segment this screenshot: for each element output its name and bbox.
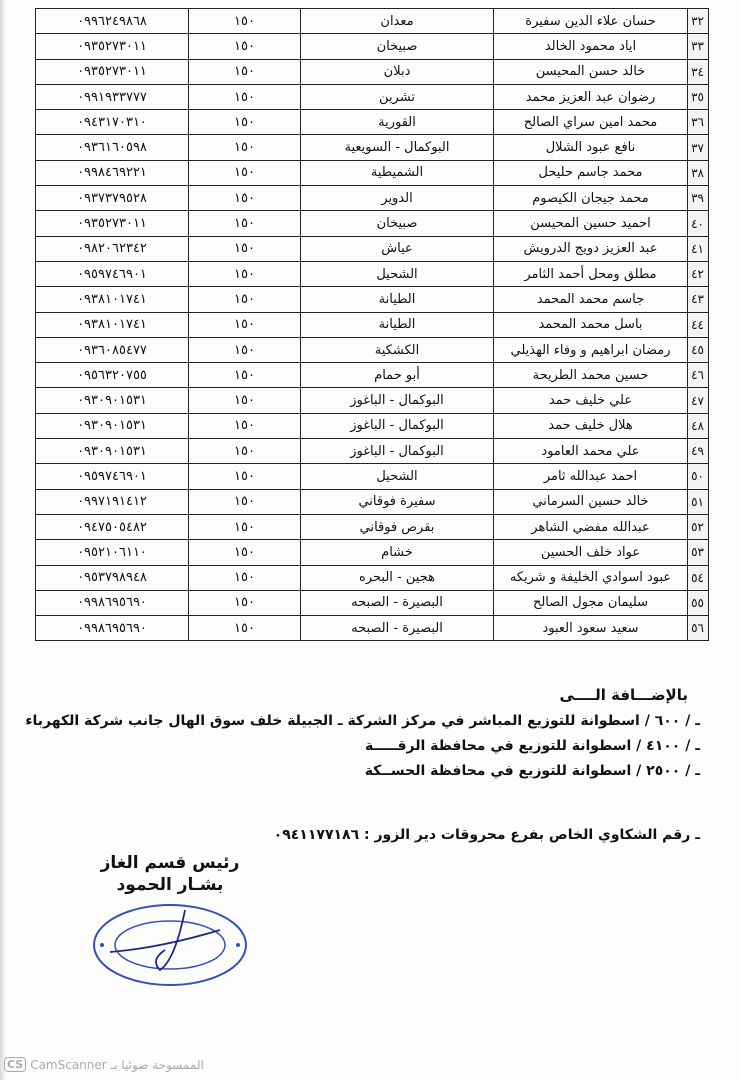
table-row xyxy=(36,388,709,413)
table-row xyxy=(36,110,709,135)
note-item: ـ / ٦٠٠ / اسطوانة للتوزيع المباشر في مركز الشركة ـ الجبيلة خلف سوق الهال جانب شركة الكهرباء xyxy=(25,713,700,729)
row-number: ٤٠ xyxy=(688,211,709,236)
quantity-cell: ١٥٠ xyxy=(189,439,301,464)
row-number: ٤١ xyxy=(688,236,709,261)
phone-cell: ٠٩٤٣١٧٠٣١٠ xyxy=(36,110,189,135)
row-number: ٤٣ xyxy=(688,287,709,312)
phone-cell: ٠٩٣٠٩٠١٥٣١ xyxy=(36,388,189,413)
name-cell: باسل محمد المحمد xyxy=(494,312,688,337)
location-cell: الدوير xyxy=(301,186,494,211)
table-row xyxy=(36,616,709,641)
phone-cell: ٠٩٥٣٧٩٨٩٤٨ xyxy=(36,565,189,590)
quantity-cell: ١٥٠ xyxy=(189,540,301,565)
location-cell: خشام xyxy=(301,540,494,565)
quantity-cell: ١٥٠ xyxy=(189,337,301,362)
phone-cell: ٠٩٣٨١٠١٧٤١ xyxy=(36,312,189,337)
quantity-cell: ١٥٠ xyxy=(189,489,301,514)
row-number: ٣٣ xyxy=(688,34,709,59)
table-row xyxy=(36,211,709,236)
name-cell: نافع عبود الشلال xyxy=(494,135,688,160)
quantity-cell: ١٥٠ xyxy=(189,9,301,34)
name-cell: خالد حسن المحيسن xyxy=(494,59,688,84)
row-number: ٣٨ xyxy=(688,160,709,185)
quantity-cell: ١٥٠ xyxy=(189,363,301,388)
location-cell: صبيخان xyxy=(301,211,494,236)
phone-cell: ٠٩٨٢٠٦٢٣٤٢ xyxy=(36,236,189,261)
quantity-cell: ١٥٠ xyxy=(189,514,301,539)
phone-cell: ٠٩٥٩٧٤٦٩٠١ xyxy=(36,261,189,286)
name-cell: عواد خلف الحسين xyxy=(494,540,688,565)
name-cell: حسين محمد الطريحة xyxy=(494,363,688,388)
location-cell: الطيانة xyxy=(301,287,494,312)
name-cell: سليمان مجول الصالح xyxy=(494,590,688,615)
phone-cell: ٠٩٣٦١٦٠٥٩٨ xyxy=(36,135,189,160)
name-cell: رضوان عبد العزيز محمد xyxy=(494,84,688,109)
notes-section xyxy=(20,686,700,852)
table-row xyxy=(36,413,709,438)
location-cell: سفيرة فوقاني xyxy=(301,489,494,514)
quantity-cell: ١٥٠ xyxy=(189,388,301,413)
location-cell: الكشكية xyxy=(301,337,494,362)
row-number: ٥٦ xyxy=(688,616,709,641)
name-cell: جاسم محمد المحمد xyxy=(494,287,688,312)
phone-cell: ٠٩٣٦٠٨٥٤٧٧ xyxy=(36,337,189,362)
location-cell: بقرص فوقاني xyxy=(301,514,494,539)
location-cell: البصيرة - الصبحه xyxy=(301,590,494,615)
table-row xyxy=(36,464,709,489)
row-number: ٥٣ xyxy=(688,540,709,565)
complaints-line: ـ رقم الشكاوي الخاص بفرع محروقات دير الزور : ٠٩٤١١٧٧١٨٦ xyxy=(273,827,700,843)
phone-cell: ٠٩٩٧١٩١٤١٢ xyxy=(36,489,189,514)
phone-cell: ٠٩٩٨٤٦٩٢٢١ xyxy=(36,160,189,185)
phone-cell: ٠٩٣٥٢٧٣٠١١ xyxy=(36,59,189,84)
quantity-cell: ١٥٠ xyxy=(189,59,301,84)
row-number: ٤٩ xyxy=(688,439,709,464)
row-number: ٤٦ xyxy=(688,363,709,388)
quantity-cell: ١٥٠ xyxy=(189,590,301,615)
table-row xyxy=(36,489,709,514)
quantity-cell: ١٥٠ xyxy=(189,464,301,489)
table-row xyxy=(36,135,709,160)
row-number: ٣٩ xyxy=(688,186,709,211)
table-row xyxy=(36,439,709,464)
phone-cell: ٠٩٩٨٦٩٥٦٩٠ xyxy=(36,590,189,615)
table-row xyxy=(36,34,709,59)
table-row xyxy=(36,84,709,109)
location-cell: أبو حمام xyxy=(301,363,494,388)
quantity-cell: ١٥٠ xyxy=(189,261,301,286)
quantity-cell: ١٥٠ xyxy=(189,616,301,641)
quantity-cell: ١٥٠ xyxy=(189,236,301,261)
signer-title: رئيس قسم الغاز xyxy=(100,853,240,873)
location-cell: صبيخان xyxy=(301,34,494,59)
distribution-table xyxy=(35,8,709,641)
location-cell: البوكمال - الباغوز xyxy=(301,413,494,438)
quantity-cell: ١٥٠ xyxy=(189,135,301,160)
row-number: ٤٥ xyxy=(688,337,709,362)
location-cell: البصيرة - الصبحه xyxy=(301,616,494,641)
phone-cell: ٠٩٩٨٦٩٥٦٩٠ xyxy=(36,616,189,641)
name-cell: سعيد سعود العبود xyxy=(494,616,688,641)
official-stamp-icon xyxy=(90,900,250,990)
page-edge-shadow xyxy=(0,0,6,1080)
name-cell: رمضان ابراهيم و وفاء الهذيلي xyxy=(494,337,688,362)
location-cell: الشحيل xyxy=(301,261,494,286)
name-cell: احمد عبدالله ثامر xyxy=(494,464,688,489)
name-cell: احميد حسين المحيسن xyxy=(494,211,688,236)
row-number: ٣٤ xyxy=(688,59,709,84)
quantity-cell: ١٥٠ xyxy=(189,287,301,312)
row-number: ٤٧ xyxy=(688,388,709,413)
table-row xyxy=(36,312,709,337)
name-cell: حسان علاء الدين سفيرة xyxy=(494,9,688,34)
table-row xyxy=(36,160,709,185)
table-row xyxy=(36,363,709,388)
location-cell: البوكمال - الباغوز xyxy=(301,439,494,464)
camscanner-logo: CS xyxy=(4,1057,26,1072)
name-cell: عبود اسوادي الخليفة و شريكه xyxy=(494,565,688,590)
location-cell: الطيانة xyxy=(301,312,494,337)
row-number: ٥٤ xyxy=(688,565,709,590)
location-cell: عياش xyxy=(301,236,494,261)
table-row xyxy=(36,59,709,84)
note-item: ـ / ٤١٠٠ / اسطوانة للتوزيع في محافظة الرقـــــة xyxy=(364,738,700,754)
quantity-cell: ١٥٠ xyxy=(189,565,301,590)
phone-cell: ٠٩٣٠٩٠١٥٣١ xyxy=(36,439,189,464)
table-row xyxy=(36,514,709,539)
location-cell: الشميطية xyxy=(301,160,494,185)
note-item: ـ / ٢٥٠٠ / اسطوانة للتوزيع في محافظة الحســكة xyxy=(364,763,700,779)
table-row xyxy=(36,590,709,615)
table-row xyxy=(36,186,709,211)
row-number: ٤٢ xyxy=(688,261,709,286)
signature-block xyxy=(100,852,240,896)
phone-cell: ٠٩٥٢١٠٦١١٠ xyxy=(36,540,189,565)
phone-cell: ٠٩٥٦٣٢٠٧٥٥ xyxy=(36,363,189,388)
quantity-cell: ١٥٠ xyxy=(189,34,301,59)
phone-cell: ٠٩٣٨١٠١٧٤١ xyxy=(36,287,189,312)
name-cell: مطلق ومحل أحمد الثامر xyxy=(494,261,688,286)
table-row xyxy=(36,565,709,590)
quantity-cell: ١٥٠ xyxy=(189,160,301,185)
location-cell: هجين - البحره xyxy=(301,565,494,590)
row-number: ٣٢ xyxy=(688,9,709,34)
phone-cell: ٠٩٤٧٥٠٥٤٨٢ xyxy=(36,514,189,539)
location-cell: البوكمال - السويعية xyxy=(301,135,494,160)
quantity-cell: ١٥٠ xyxy=(189,413,301,438)
location-cell: دبلان xyxy=(301,59,494,84)
quantity-cell: ١٥٠ xyxy=(189,186,301,211)
row-number: ٤٤ xyxy=(688,312,709,337)
location-cell: البوكمال - الباغوز xyxy=(301,388,494,413)
phone-cell: ٠٩٣٥٢٧٣٠١١ xyxy=(36,34,189,59)
name-cell: علي محمد العامود xyxy=(494,439,688,464)
location-cell: الشحيل xyxy=(301,464,494,489)
row-number: ٤٨ xyxy=(688,413,709,438)
name-cell: خالد حسين السرماني xyxy=(494,489,688,514)
table-row xyxy=(36,337,709,362)
row-number: ٥٥ xyxy=(688,590,709,615)
phone-cell: ٠٩٥٩٧٤٦٩٠١ xyxy=(36,464,189,489)
table-row xyxy=(36,540,709,565)
row-number: ٥٢ xyxy=(688,514,709,539)
name-cell: اياد محمود الخالد xyxy=(494,34,688,59)
location-cell: تشرين xyxy=(301,84,494,109)
row-number: ٣٧ xyxy=(688,135,709,160)
row-number: ٥٠ xyxy=(688,464,709,489)
row-number: ٣٦ xyxy=(688,110,709,135)
table-row xyxy=(36,236,709,261)
location-cell: القورية xyxy=(301,110,494,135)
phone-cell: ٠٩٩١٩٣٣٧٧٧ xyxy=(36,84,189,109)
notes-heading: بالإضـــافة الــــى xyxy=(559,686,688,704)
table-row xyxy=(36,287,709,312)
table-row xyxy=(36,261,709,286)
name-cell: علي خليف حمد xyxy=(494,388,688,413)
name-cell: عبد العزيز دويج الدرويش xyxy=(494,236,688,261)
row-number: ٣٥ xyxy=(688,84,709,109)
quantity-cell: ١٥٠ xyxy=(189,211,301,236)
camscanner-watermark: CS CamScanner الممسوحة ضوئيا بـ xyxy=(4,1057,204,1072)
name-cell: محمد جيجان الكيصوم xyxy=(494,186,688,211)
table-row xyxy=(36,9,709,34)
phone-cell: ٠٩٣٧٣٧٩٥٢٨ xyxy=(36,186,189,211)
phone-cell: ٠٩٣٥٢٧٣٠١١ xyxy=(36,211,189,236)
location-cell: معدان xyxy=(301,9,494,34)
phone-cell: ٠٩٩٦٢٤٩٨٦٨ xyxy=(36,9,189,34)
quantity-cell: ١٥٠ xyxy=(189,84,301,109)
row-number: ٥١ xyxy=(688,489,709,514)
name-cell: هلال خليف حمد xyxy=(494,413,688,438)
name-cell: محمد امين سراي الصالح xyxy=(494,110,688,135)
name-cell: عبدالله مفضي الشاهر xyxy=(494,514,688,539)
quantity-cell: ١٥٠ xyxy=(189,312,301,337)
name-cell: محمد جاسم حليحل xyxy=(494,160,688,185)
quantity-cell: ١٥٠ xyxy=(189,110,301,135)
signer-name: بشـار الحمود xyxy=(116,875,224,895)
phone-cell: ٠٩٣٠٩٠١٥٣١ xyxy=(36,413,189,438)
